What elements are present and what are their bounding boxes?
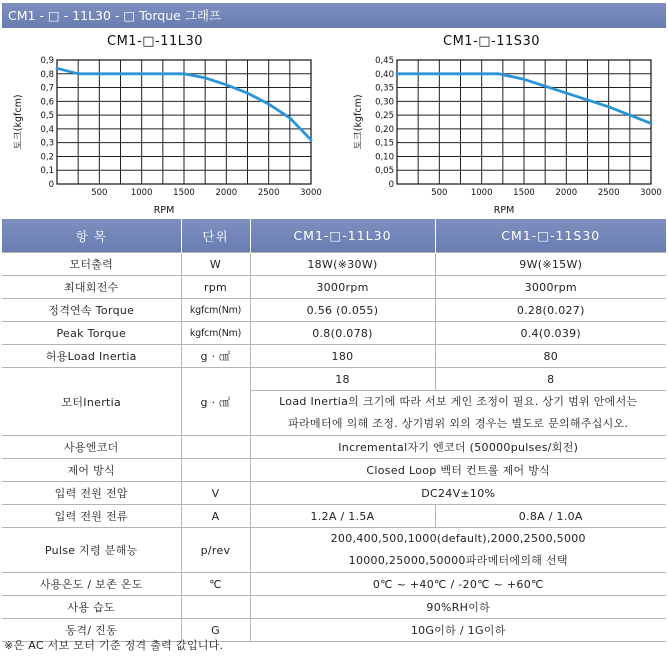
row-value: 10G이하 / 1G이하 (250, 619, 666, 642)
row-unit: rpm (181, 276, 250, 299)
x-tick-label: 1000 (470, 188, 493, 198)
torque-chart-s30 (330, 50, 668, 218)
header-unit: 단위 (181, 219, 250, 253)
x-tick-label: 3000 (640, 188, 662, 198)
row-item: 입력 전원 전류 (2, 505, 181, 528)
y-tick-label: 0,5 (40, 111, 54, 122)
table-row (2, 322, 666, 345)
inertia-note-line1: Load Inertia의 크기에 따라 서보 게인 조정이 필요. 상기 범위 안에서는 (279, 395, 638, 408)
row-l30: 3000rpm (250, 276, 435, 299)
table-row (2, 253, 666, 276)
row-l30: 0.8(0.078) (250, 322, 435, 345)
row-l30: 1.2A / 1.5A (250, 505, 435, 528)
inertia-note-line2: 파라메터에 의해 조정. 상기범위 외의 경우는 별도로 문의해주십시오. (288, 417, 629, 430)
row-item: 최대회전수 (2, 276, 181, 299)
row-unit (181, 436, 250, 459)
row-value: 0℃ ~ +40℃ / -20℃ ~ +60℃ (250, 573, 666, 596)
row-unit: W (181, 253, 250, 276)
row-item: 동격/ 진동 (2, 619, 181, 642)
x-tick-label: 1500 (513, 188, 535, 198)
y-tick-label: 0,8 (40, 69, 54, 80)
y-tick-label: 0,30 (375, 97, 394, 108)
y-tick-label: 0,35 (375, 83, 394, 94)
x-tick-label: 2000 (215, 188, 238, 198)
y-tick-label: 0,10 (375, 152, 394, 163)
row-value: DC24V±10% (250, 482, 666, 505)
y-tick-label: 0,9 (40, 56, 54, 66)
torque-chart-l30 (0, 50, 330, 218)
row-item: 허용Load Inertia (2, 345, 181, 368)
row-unit (181, 596, 250, 619)
y-tick-label: 0,40 (375, 69, 394, 80)
table-row-pulse (2, 528, 666, 573)
row-unit: kgfcm(Nm) (181, 322, 250, 345)
y-tick-label: 0,15 (375, 138, 394, 149)
table-row (2, 505, 666, 528)
row-item: Peak Torque (2, 322, 181, 345)
row-unit: g · ㎠ (181, 345, 250, 368)
row-s30: 0.4(0.039) (435, 322, 666, 345)
row-unit (181, 459, 250, 482)
inertia-l30: 18 (250, 368, 435, 391)
x-tick-label: 2000 (555, 188, 578, 198)
table-row (2, 345, 666, 368)
inertia-s30: 8 (435, 368, 666, 391)
row-unit: ℃ (181, 573, 250, 596)
x-axis-label: RPM (493, 205, 515, 216)
row-s30: 9W(※15W) (435, 253, 666, 276)
pulse-values (250, 528, 666, 573)
y-tick-label: 0,3 (40, 138, 54, 149)
x-tick-label: 500 (431, 188, 448, 198)
x-axis-label: RPM (153, 205, 175, 216)
row-s30: 0.8A / 1.0A (435, 505, 666, 528)
row-item: 입력 전원 전압 (2, 482, 181, 505)
spec-table (2, 219, 666, 642)
x-tick-label: 2500 (597, 188, 620, 198)
row-item: 제어 방식 (2, 459, 181, 482)
row-l30: 180 (250, 345, 435, 368)
section-title-bar: CM1 - □ - 11L30 - □ Torque 그래프 (2, 3, 666, 28)
pulse-line2: 10000,25000,50000파라메터에의해 선택 (348, 554, 568, 567)
row-unit: g · ㎠ (181, 368, 250, 436)
y-tick-label: 0,20 (375, 124, 394, 135)
row-item: 사용엔코더 (2, 436, 181, 459)
row-l30: 0.56 (0.055) (250, 299, 435, 322)
row-unit: V (181, 482, 250, 505)
row-item: 사용 습도 (2, 596, 181, 619)
spec-table-header (2, 219, 666, 253)
row-s30: 0.28(0.027) (435, 299, 666, 322)
row-unit: p/rev (181, 528, 250, 573)
x-tick-label: 500 (91, 188, 108, 198)
row-value: 90%RH이하 (250, 596, 666, 619)
y-tick-label: 0,2 (40, 152, 54, 163)
table-row (2, 573, 666, 596)
row-s30: 80 (435, 345, 666, 368)
header-s30: CM1-□-11S30 (435, 219, 666, 253)
header-item: 항 목 (2, 219, 181, 253)
inertia-note (250, 391, 666, 436)
x-tick-label: 1500 (173, 188, 195, 198)
row-item: 정격연속 Torque (2, 299, 181, 322)
y-tick-label: 0 (388, 180, 394, 190)
row-item: 모터Inertia (2, 368, 181, 436)
table-row (2, 596, 666, 619)
chart-title-l30: CM1-□-11L30 (107, 34, 204, 49)
row-item: 사용온도 / 보존 온도 (2, 573, 181, 596)
x-tick-label: 2500 (257, 188, 280, 198)
table-row (2, 436, 666, 459)
y-tick-label: 0 (48, 180, 54, 190)
chart-title-s30: CM1-□-11S30 (443, 34, 541, 49)
y-tick-label: 0,7 (40, 83, 54, 94)
y-tick-label: 0,25 (375, 111, 394, 122)
y-tick-label: 0,4 (40, 124, 54, 135)
row-item: Pulse 지령 분해능 (2, 528, 181, 573)
row-s30: 3000rpm (435, 276, 666, 299)
table-row (2, 459, 666, 482)
row-value: Closed Loop 벡터 컨트롤 제어 방식 (250, 459, 666, 482)
table-row (2, 276, 666, 299)
table-row (2, 482, 666, 505)
table-row (2, 299, 666, 322)
pulse-line1: 200,400,500,1000(default),2000,2500,5000 (330, 532, 586, 545)
y-axis-label: 토크(kgfcm) (13, 94, 24, 150)
y-tick-label: 0,05 (375, 166, 394, 177)
row-item: 모터출력 (2, 253, 181, 276)
x-tick-label: 3000 (300, 188, 322, 198)
y-tick-label: 0,1 (40, 166, 54, 177)
footnote: ※은 AC 서보 모터 기준 정격 출력 값입니다. (4, 639, 224, 652)
y-tick-label: 0,6 (40, 97, 54, 108)
row-value: Incremental자기 엔코더 (50000pulses/회전) (250, 436, 666, 459)
row-unit: kgfcm(Nm) (181, 299, 250, 322)
x-tick-label: 1000 (130, 188, 153, 198)
y-tick-label: 0,45 (375, 56, 394, 66)
row-unit: G (181, 619, 250, 642)
row-unit: A (181, 505, 250, 528)
row-l30: 18W(※30W) (250, 253, 435, 276)
y-axis-label: 토크(kgfcm) (353, 94, 364, 150)
table-row-inertia (2, 368, 666, 391)
header-l30: CM1-□-11L30 (250, 219, 435, 253)
